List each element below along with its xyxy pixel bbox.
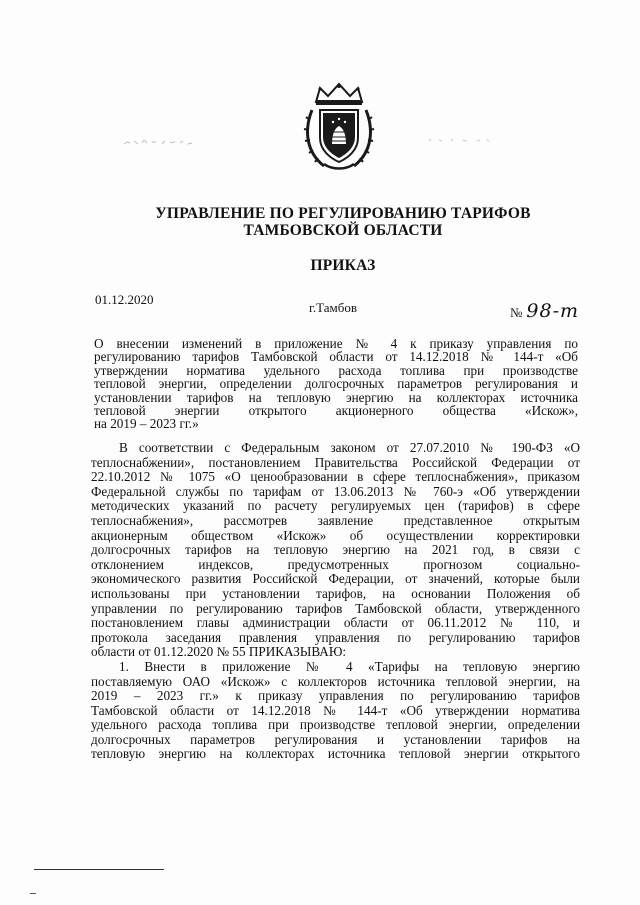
title-line: О внесении изменений в приложение № 4 к приказу управления по	[94, 336, 578, 351]
document-title	[94, 337, 578, 431]
body-line: долгосрочных параметров регулирования и установлении тарифов на	[91, 731, 580, 747]
body-line: 1. Внести в приложение № 4 «Тарифы на тепловую энергию	[119, 658, 580, 674]
coat-of-arms-icon	[302, 80, 376, 172]
title-line: тепловой энергии, определении долгосрочных параметров регулирования и	[94, 376, 578, 392]
body-line: методических указаний по расчету регулируемых цен (тарифов) в сфере	[91, 498, 580, 514]
document-city: г.Тамбов	[309, 300, 357, 315]
body-line: 22.10.2012 № 1075 «О ценообразовании в сфере теплоснабжения», приказом	[91, 469, 580, 485]
scan-artifact	[122, 135, 202, 149]
document-body	[91, 441, 580, 762]
title-line: тепловой энергии открытого акционерного общества «Искож»,	[94, 403, 578, 419]
body-line: 2019 – 2023 гг.» к приказу управления по регулированию тарифов	[91, 688, 580, 704]
scan-artifact	[30, 893, 36, 894]
title-line: на 2019 – 2023 гг.»	[94, 416, 199, 432]
title-line: утверждении норматива удельного расхода топлива при производстве	[94, 362, 578, 378]
document-type: ПРИКАЗ	[310, 257, 376, 274]
agency-name-line-2: ТАМБОВСКОЙ ОБЛАСТИ	[243, 222, 443, 239]
body-line: области от 01.12.2020 № 55 ПРИКАЗЫВАЮ:	[91, 644, 347, 660]
body-line: использованы при установлении тарифов, на основании Положения об	[91, 585, 580, 601]
body-line: постановлением главы администрации области от 06.11.2012 № 110, и	[91, 615, 580, 631]
body-line: Федеральной службы по тарифам от 13.06.2013 № 760-э «Об утверждении	[91, 483, 580, 499]
body-line: акционерным обществом «Искож» об осуществлении корректировки	[91, 527, 580, 543]
footnote-divider	[34, 869, 164, 870]
body-line: протокола заседания правления управления по регулированию тарифов	[91, 629, 580, 645]
body-line: удельного расхода топлива при производстве тепловой энергии, определении	[91, 717, 580, 733]
handwritten-number: 98-т	[526, 300, 580, 322]
title-line: установлении тарифов на тепловую энергию на коллекторах источника	[94, 389, 578, 405]
body-line: В соответствии с Федеральным законом от 27.07.2010 № 190-ФЗ «О	[119, 440, 580, 455]
title-line: регулированию тарифов Тамбовской области от 14.12.2018 № 144-т «Об	[94, 349, 578, 365]
body-line: управлении по регулированию тарифов Тамбовской области, утвержденного	[91, 600, 580, 616]
body-line: отклонением индексов, предусмотренных прогнозом социально-	[91, 556, 580, 572]
body-line: теплоснабжении», постановлением Правительства Российской Федерации от	[91, 454, 580, 470]
document-date: 01.12.2020	[95, 292, 154, 307]
body-line: долгосрочных тарифов на тепловую энергию на 2021 год, в связи с	[91, 542, 580, 558]
body-line: теплоснабжения», рассмотрев заявление представленное открытым	[91, 512, 580, 528]
body-line: экономического развития Российской Федерации, от значений, которые были	[91, 571, 580, 587]
body-line: тепловую энергию на коллекторах источника тепловой энергии открытого	[91, 746, 580, 762]
scan-artifact	[425, 135, 495, 145]
number-prefix: №	[510, 305, 523, 320]
body-line: Тамбовской области от 14.12.2018 № 144-т «Об утверждении норматива	[91, 702, 580, 718]
body-line: поставляемую ОАО «Искож» с коллекторов источника тепловой энергии, на	[91, 673, 580, 689]
agency-name-line-1: УПРАВЛЕНИЕ ПО РЕГУЛИРОВАНИЮ ТАРИФОВ	[155, 205, 531, 222]
document-number	[510, 300, 579, 322]
